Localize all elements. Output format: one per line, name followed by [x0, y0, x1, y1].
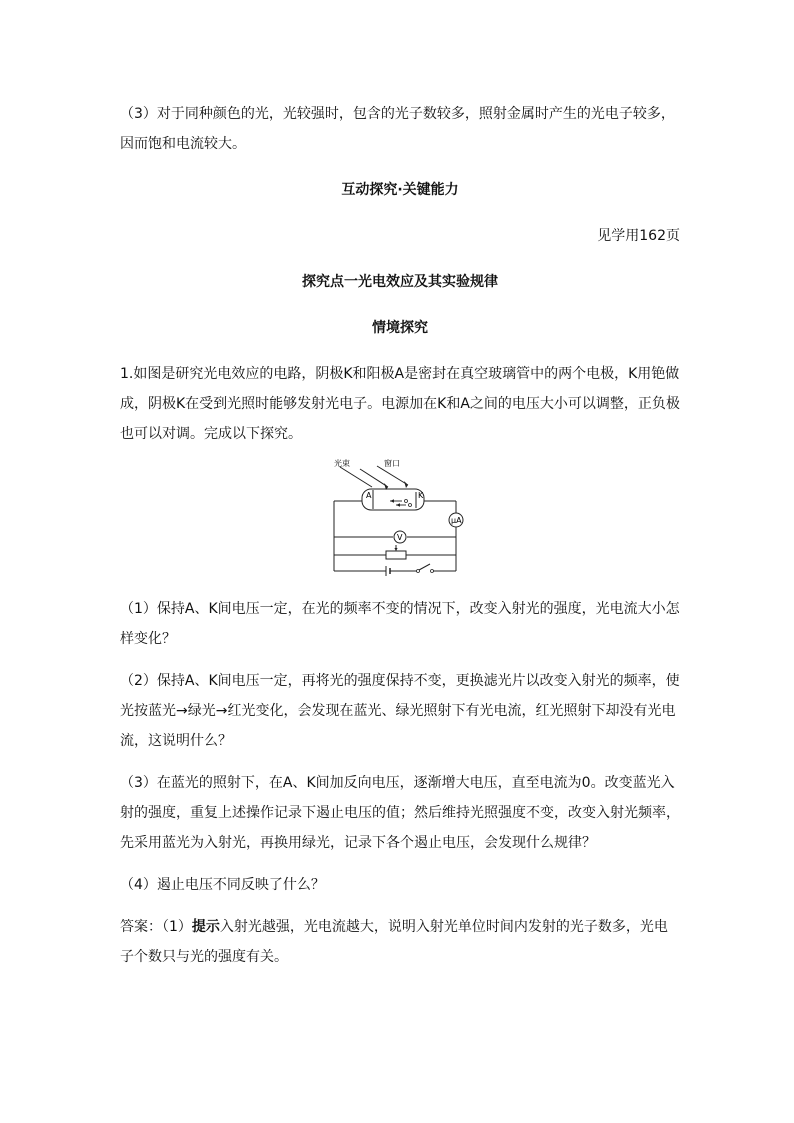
document-content	[120, 99, 680, 972]
light-beam-line-1	[340, 467, 372, 487]
subheading: 情境探究	[372, 320, 428, 336]
light-label: 光束	[334, 459, 350, 468]
light-beam-line-3	[377, 466, 408, 485]
window-label: 窗口	[384, 459, 400, 468]
part3-line-3: 先采用蓝光为入射光，再换用绿光，记录下各个遏止电压，会发现什么规律？	[120, 835, 596, 851]
part2-line-2: 光按蓝光→绿光→红光变化，会发现在蓝光、绿光照射下有光电流，红光照射下却没有光电	[120, 703, 676, 719]
circuit-diagram-svg	[330, 459, 470, 584]
question-line-1: 1.如图是研究光电效应的电路，阴极K和阳极A是密封在真空玻璃管中的两个电极，K用铯做	[120, 366, 680, 382]
voltmeter-label: V	[397, 533, 403, 542]
microammeter-label: μA	[451, 516, 462, 525]
part1-line-2: 样变化？	[120, 631, 176, 647]
rheostat	[386, 551, 406, 559]
electron-arrow-2	[396, 503, 400, 506]
electron-arrow-1	[390, 499, 394, 502]
part4-line-1: （4）遏止电压不同反映了什么？	[120, 877, 325, 893]
question-line-2: 成，阴极K在受到光照时能够发射光电子。电源加在K和A之间的电压大小可以调整，正负极	[120, 396, 680, 412]
section-subtitle: 探究点一光电效应及其实验规律	[302, 274, 498, 290]
electron-1	[405, 500, 408, 503]
page-reference: 见学用162页	[597, 228, 680, 244]
circuit-diagram	[330, 459, 470, 584]
part3-line-1: （3）在蓝光的照射下，在A、K间加反向电压，逐渐增大电压，直至电流为0。改变蓝光入	[120, 775, 675, 791]
question-line-3: 也可以对调。完成以下探究。	[120, 426, 302, 442]
answer-prefix: 答案：（1）	[120, 919, 192, 935]
light-beam-line-2	[360, 469, 388, 487]
anode-label: A	[366, 491, 372, 500]
switch-lever	[419, 564, 430, 570]
answer-line-1	[120, 912, 680, 942]
electron-2	[409, 504, 412, 507]
answer-line-1-rest: 入射光越强，光电流越大，说明入射光单位时间内发射的光子数多，光电	[219, 919, 668, 935]
answer-line-2: 子个数只与光的强度有关。	[120, 949, 288, 965]
part2-line-1: （2）保持A、K间电压一定，再将光的强度保持不变，更换滤光片以改变入射光的频率，使	[120, 673, 680, 689]
intro-line-2: 因而饱和电流较大。	[120, 136, 246, 152]
part3-line-2: 射的强度，重复上述操作记录下遏止电压的值；然后维持光照强度不变，改变入射光频率，	[120, 805, 680, 821]
part2-line-3: 流，这说明什么？	[120, 733, 232, 749]
beam-arrow-2	[404, 481, 408, 488]
cathode-label: K	[418, 491, 424, 500]
answer-hint: 提示	[191, 919, 220, 935]
intro-line-1: （3）对于同种颜色的光，光较强时，包含的光子数较多，照射金属时产生的光电子较多，	[120, 106, 675, 122]
part1-line-1: （1）保持A、K间电压一定，在光的频率不变的情况下，改变入射光的强度，光电流大小怎	[120, 601, 680, 617]
section-title: 互动探究·关键能力	[341, 182, 459, 198]
